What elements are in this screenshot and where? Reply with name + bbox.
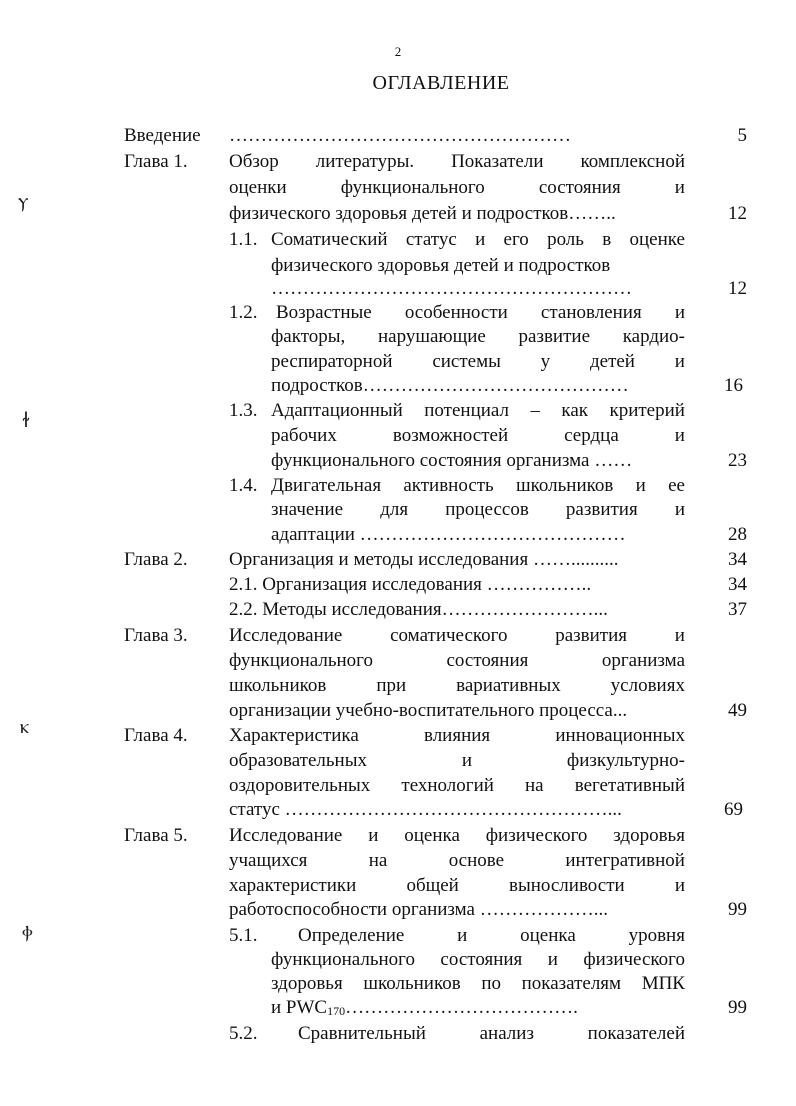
toc-s11-num: 1.1. — [229, 229, 258, 250]
toc-s12-num: 1.2. — [229, 302, 258, 323]
margin-mark: ⲩ — [18, 188, 29, 212]
toc-ch2-label: Глава 2. — [124, 549, 188, 570]
toc-intro-page: 5 — [737, 125, 747, 146]
toc-s52-num: 5.2. — [229, 1023, 258, 1044]
toc-ch4-line2: образовательных и физкультурно- — [229, 750, 685, 771]
toc-s13-line2: рабочих возможностей сердца и — [271, 425, 685, 446]
toc-ch3-line4: организации учебно-воспитательного процесса... — [229, 700, 628, 721]
margin-mark: ɫ — [22, 408, 30, 432]
toc-s13-page: 23 — [728, 450, 747, 471]
toc-s51-num: 5.1. — [229, 925, 258, 946]
toc-ch4-label: Глава 4. — [124, 725, 188, 746]
toc-s14-num: 1.4. — [229, 475, 258, 496]
toc-s52-line1: Сравнительный анализ показателей — [298, 1023, 685, 1044]
toc-ch4-page: 69 — [724, 799, 743, 820]
margin-mark: ⲕ — [20, 714, 30, 738]
toc-ch3-page: 49 — [728, 700, 747, 721]
toc-s11-dots: ………………………………………………… — [271, 278, 632, 299]
toc-s14-page: 28 — [728, 524, 747, 545]
toc-s12-page: 16 — [724, 375, 743, 396]
toc-s51-page: 99 — [728, 997, 747, 1018]
toc-s51-line3: здоровья школьников по показателям МПК — [271, 973, 685, 994]
toc-s12-line1: Возрастные особенности становления и — [276, 302, 685, 323]
toc-ch3-line3: школьников при вариативных условиях — [229, 675, 685, 696]
toc-ch1-line1: Обзор литературы. Показатели комплексной — [229, 151, 685, 172]
toc-ch5-line2: учащихся на основе интегративной — [229, 850, 685, 871]
toc-s14-line3: адаптации …………………………………… — [271, 524, 626, 545]
toc-ch4-line3: оздоровительных технологий на вегетативный — [229, 775, 685, 796]
toc-ch5-page: 99 — [728, 899, 747, 920]
toc-s13-num: 1.3. — [229, 400, 258, 421]
toc-s21-line: 2.1. Организация исследования …………….. — [229, 574, 592, 595]
toc-s12-line2: факторы, нарушающие развитие кардио- — [271, 326, 685, 347]
toc-s21-page: 34 — [728, 574, 747, 595]
toc-intro-dots: ……………………………………………… — [229, 125, 571, 146]
margin-mark: ⲫ — [22, 918, 33, 942]
toc-ch1-line2: оценки функционального состояния и — [229, 177, 685, 198]
toc-ch4-line4: статус ……………………………………………... — [229, 799, 622, 820]
toc-s12-line3: респираторной системы у детей и — [271, 351, 685, 372]
toc-s51-line1: Определение и оценка уровня — [298, 925, 685, 946]
toc-ch5-label: Глава 5. — [124, 825, 188, 846]
toc-s22-line: 2.2. Методы исследования……………………... — [229, 599, 608, 620]
toc-ch4-line1: Характеристика влияния инновационных — [229, 725, 685, 746]
toc-ch3-label: Глава 3. — [124, 625, 188, 646]
toc-s14-line1: Двигательная активность школьников и ее — [271, 475, 685, 496]
toc-s11-page: 12 — [728, 278, 747, 299]
toc-ch1-page: 12 — [728, 203, 747, 224]
toc-ch5-line1: Исследование и оценка физического здоровья — [229, 825, 685, 846]
toc-ch5-line3: характеристики общей выносливости и — [229, 875, 685, 896]
toc-ch2-page: 34 — [728, 549, 747, 570]
toc-intro-label: Введение — [124, 125, 201, 146]
toc-s12-line4: подростков…………………………………… — [271, 375, 629, 396]
toc-s51-line2: функционального состояния и физического — [271, 949, 685, 970]
toc-s13-line1: Адаптационный потенциал – как критерий — [271, 400, 685, 421]
toc-s13-line3: функционального состояния организма …… — [271, 450, 633, 471]
toc-ch5-line4: работоспособности организма ………………... — [229, 899, 608, 920]
toc-s14-line2: значение для процессов развития и — [271, 499, 685, 520]
toc-s11-line1: Соматический статус и его роль в оценке — [271, 229, 685, 250]
toc-ch1-label: Глава 1. — [124, 151, 188, 172]
toc-ch2-line1: Организация и методы исследования …….......... — [229, 549, 619, 570]
toc-s22-page: 37 — [728, 599, 747, 620]
toc-s11-line2: физического здоровья детей и подростков — [271, 255, 611, 276]
toc-ch1-line3: физического здоровья детей и подростков…….. — [229, 203, 616, 224]
toc-ch3-line1: Исследование соматического развития и — [229, 625, 685, 646]
toc-ch3-line2: функционального состояния организма — [229, 650, 685, 671]
toc-s51-line4: и $PWC_{170}\dots\dots\dots\dots\dots\dots\dots\dots\dots\dots\dots\dots$. — [271, 997, 578, 1018]
page-title: ОГЛАВЛЕНИЕ — [372, 72, 510, 94]
page-number: 2 — [394, 44, 402, 59]
